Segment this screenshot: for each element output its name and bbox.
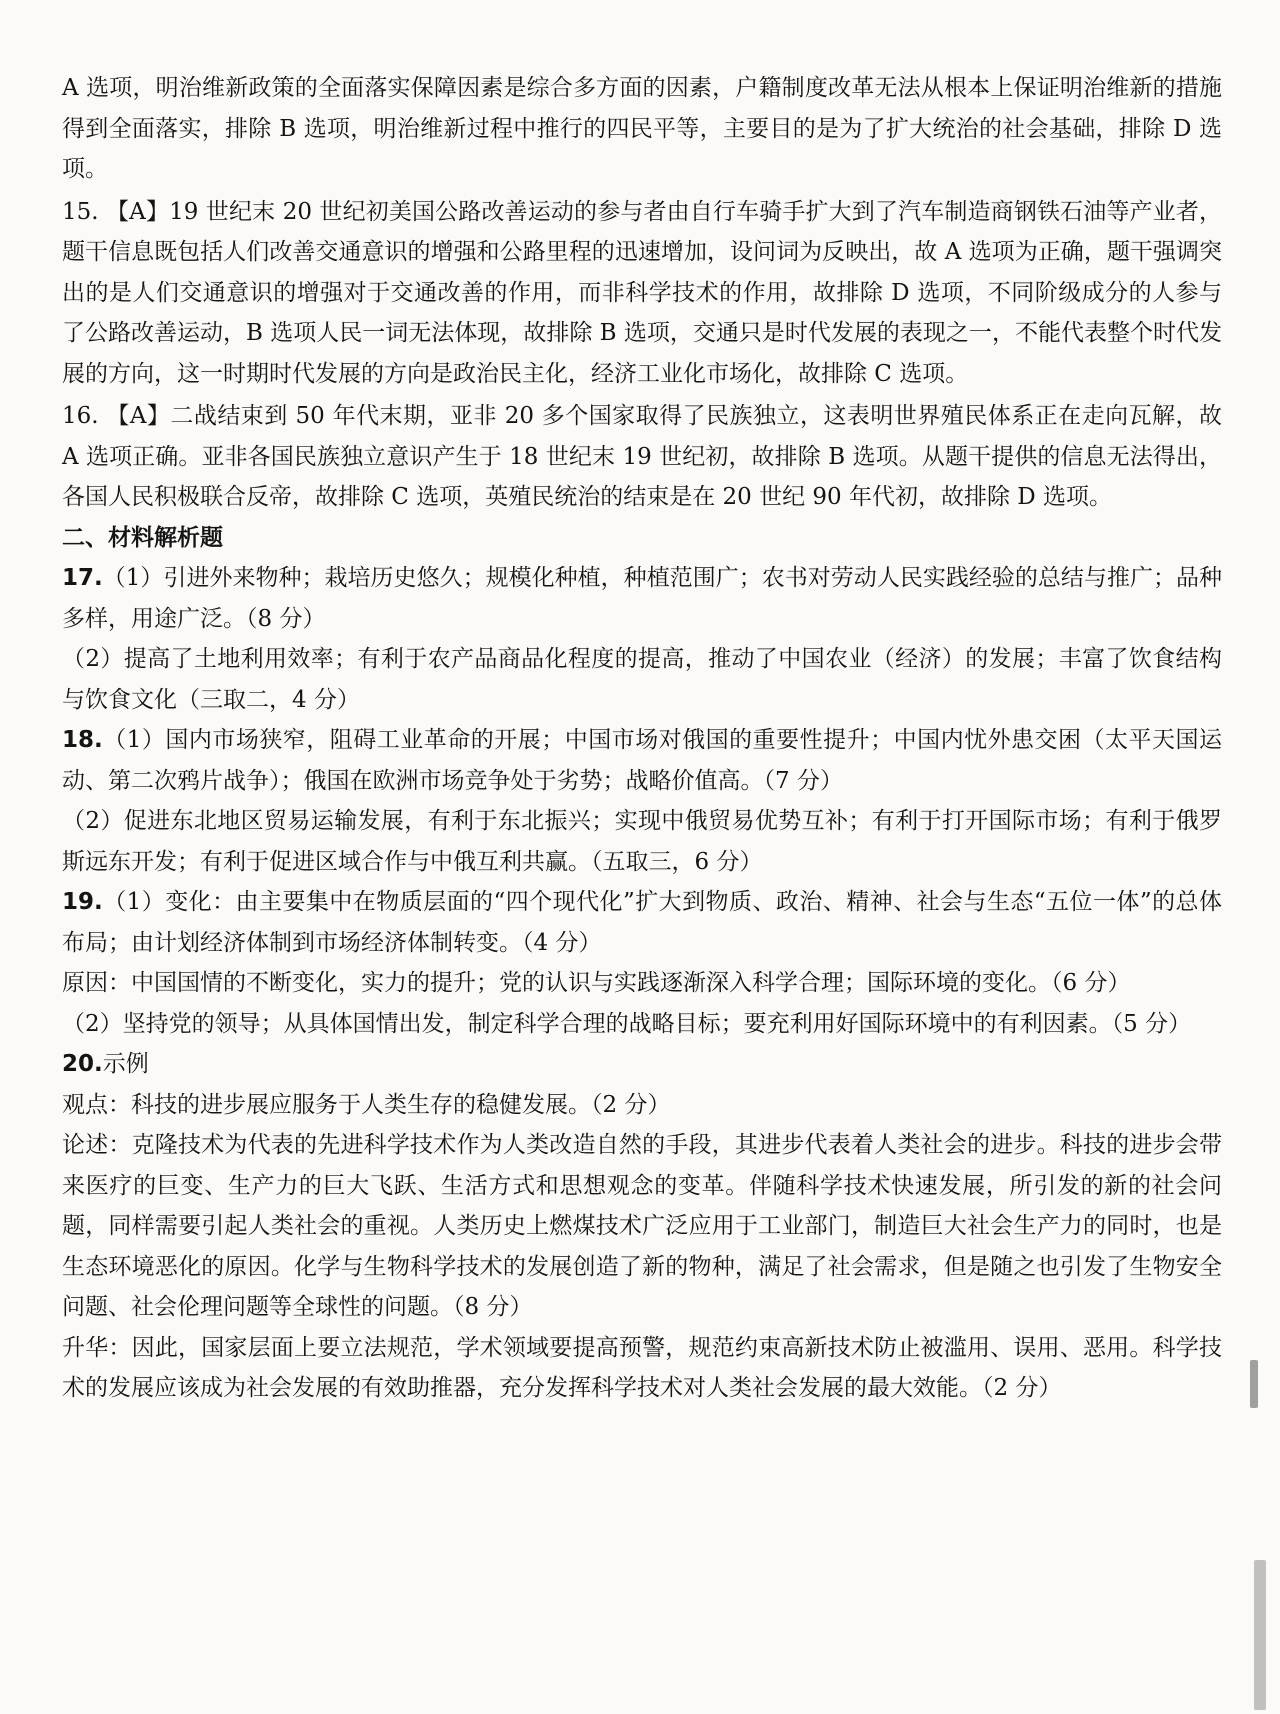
answer-17-part-1 <box>62 558 1222 639</box>
answer-20-viewpoint: 观点：科技的进步展应服务于人类生存的稳健发展。（2 分） <box>62 1091 671 1118</box>
answer-14-continued: A 选项，明治维新政策的全面落实保障因素是综合多方面的因素，户籍制度改革无法从根本上保证明治维新的措施得到全面落实，排除 B 选项，明治维新过程中推行的四民平等，主要目的是为了扩大统治的社会基础，排除 D 选项。 <box>62 75 1222 182</box>
question-number-17: 17. <box>62 565 103 591</box>
answer-17-part-1-text: （1）引进外来物种；栽培历史悠久；规模化种植，种植范围广；农书对劳动人民实践经验的总结与推广；品种多样，用途广泛。（8 分） <box>62 565 1222 632</box>
answer-19-part-1 <box>62 882 1222 963</box>
answer-19-reason: 原因：中国国情的不断变化，实力的提升；党的认识与实践逐渐深入科学合理；国际环境的变化。（6 分） <box>62 970 1131 996</box>
section-heading-material-analysis: 二、材料解析题 <box>62 524 223 551</box>
answer-17-part-2: （2）提高了土地利用效率；有利于农产品商品化程度的提高，推动了中国农业（经济）的发展；丰富了饮食结构与饮食文化（三取二，4 分） <box>62 646 1222 713</box>
answer-15: 15. 【A】19 世纪末 20 世纪初美国公路改善运动的参与者由自行车骑手扩大到了汽车制造商钢铁石油等产业者，题干信息既包括人们改善交通意识的增强和公路里程的迅速增加，设问词为反映出，故 A 选项为正确，题干强调突出的是人们交通意识的增强对于交通改善的作用，而非科学技术的作用，故排除 D 选项，不同阶级成分的人参与了公路改善运动，B 选项人民一词无法体现，故排除 B 选项，交通只是时代发展的表现之一，不能代表整个时代发展的方向，这一时期时代发展的方向是政治民主化，经济工业化市场化，故排除 C 选项。 <box>62 198 1222 387</box>
answer-16: 16. 【A】二战结束到 50 年代末期，亚非 20 多个国家取得了民族独立，这表明世界殖民体系正在走向瓦解，故 A 选项正确。亚非各国民族独立意识产生于 18 世纪末 19 世纪初，故排除 B 选项。从题干提供的信息无法得出，各国人民积极联合反帝，故排除 C 选项，英殖民统治的结束是在 20 世纪 90 年代初，故排除 D 选项。 <box>62 403 1222 510</box>
question-number-20: 20. <box>62 1051 103 1077</box>
scan-edge-shadow <box>1254 1560 1266 1710</box>
answer-18-part-2: （2）促进东北地区贸易运输发展，有利于东北振兴；实现中俄贸易优势互补；有利于打开国际市场；有利于俄罗斯远东开发；有利于促进区域合作与中俄互利共赢。（五取三，6 分） <box>62 808 1222 875</box>
answer-page <box>62 68 1222 1409</box>
answer-20-argument: 论述：克隆技术为代表的先进科学技术作为人类改造自然的手段，其进步代表着人类社会的进步。科技的进步会带来医疗的巨变、生产力的巨大飞跃、生活方式和思想观念的变革。伴随科学技术快速发展，所引发的新的社会问题，同样需要引起人类社会的重视。人类历史上燃煤技术广泛应用于工业部门，制造巨大社会生产力的同时，也是生态环境恶化的原因。化学与生物科学技术的发展创造了新的物种，满足了社会需求，但是随之也引发了生物安全问题、社会伦理问题等全球性的问题。（8 分） <box>62 1132 1222 1320</box>
answer-19-part-2: （2）坚持党的领导；从具体国情出发，制定科学合理的战略目标；要充利用好国际环境中的有利因素。（5 分） <box>62 1010 1192 1037</box>
question-number-19: 19. <box>62 889 103 915</box>
answer-20-heading <box>62 1044 1222 1085</box>
answer-20-conclusion: 升华：因此，国家层面上要立法规范，学术领域要提高预警，规范约束高新技术防止被滥用、误用、恶用。科学技术的发展应该成为社会发展的有效助推器，充分发挥科学技术对人类社会发展的最大效能。（2 分） <box>62 1334 1222 1401</box>
answer-18-part-1-text: （1）国内市场狭窄，阻碍工业革命的开展；中国市场对俄国的重要性提升；中国内忧外患交困（太平天国运动、第二次鸦片战争）；俄国在欧洲市场竞争处于劣势；战略价值高。（7 分） <box>62 727 1222 794</box>
scan-edge-mark <box>1250 1360 1258 1408</box>
question-number-18: 18. <box>62 727 103 753</box>
answer-19-part-1-text: （1）变化：由主要集中在物质层面的“四个现代化”扩大到物质、政治、精神、社会与生态“五位一体”的总体布局；由计划经济体制到市场经济体制转变。（4 分） <box>62 889 1222 956</box>
answer-20-heading-text: 示例 <box>102 1051 149 1077</box>
answer-18-part-1 <box>62 720 1222 801</box>
